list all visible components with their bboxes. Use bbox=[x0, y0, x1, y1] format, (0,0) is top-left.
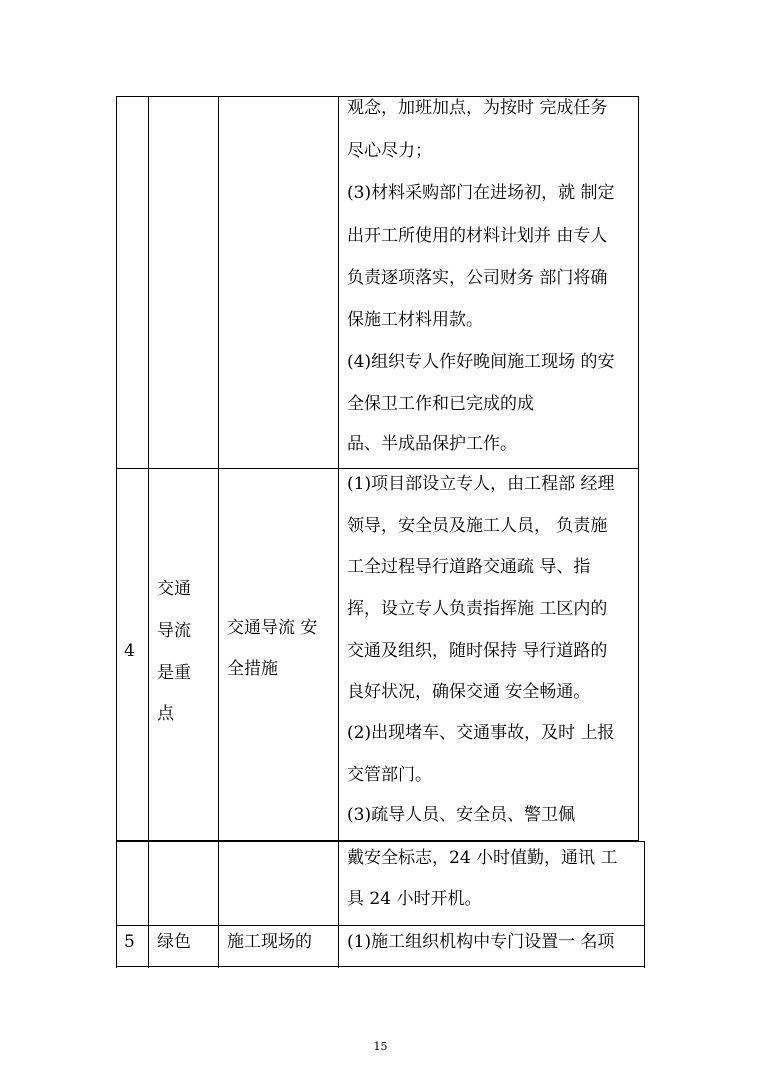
row-5-item: 施工现场的 bbox=[227, 932, 312, 952]
table-border-bottom bbox=[116, 966, 645, 967]
measure-line: (3)疏导人员、安全员、警卫佩 bbox=[347, 805, 576, 825]
row-separator bbox=[116, 925, 645, 926]
measure-line: (3)材料采购部门在进场初，就 制定 bbox=[347, 183, 615, 203]
measure-line: (1)项目部设立专人，由工程部 经理 bbox=[347, 474, 615, 494]
measure-line: 交管部门。 bbox=[347, 765, 432, 785]
measure-line: 具 24 小时开机。 bbox=[347, 889, 482, 909]
table-border-right bbox=[644, 841, 645, 968]
row-4-measures bbox=[339, 468, 638, 840]
measure-line: 出开工所使用的材料计划并 由专人 bbox=[347, 226, 608, 246]
table-border-left bbox=[116, 841, 117, 968]
row-5-category: 绿色 bbox=[157, 932, 191, 952]
row-4-item bbox=[219, 468, 338, 840]
measure-line: 观念，加班加点，为按时 完成任务 bbox=[347, 98, 608, 118]
table-divider-2 bbox=[218, 841, 219, 968]
table-divider-1 bbox=[148, 841, 149, 968]
continuation-measures bbox=[339, 96, 638, 468]
measure-line: 尽心尽力； bbox=[347, 141, 432, 161]
row-4-category bbox=[149, 468, 218, 840]
category-line: 导流 bbox=[157, 621, 191, 641]
measure-line: 负责逐项落实，公司财务 部门将确 bbox=[347, 268, 608, 288]
measure-line: 戴安全标志，24 小时值勤，通讯 工 bbox=[347, 848, 618, 868]
row-4-cont-measures bbox=[339, 841, 644, 925]
measure-line: 品、半成品保护工作。 bbox=[347, 434, 517, 454]
measures-table-upper bbox=[116, 96, 645, 841]
measure-line: 挥，设立专人负责指挥施 工区内的 bbox=[347, 599, 608, 619]
measure-line: (2)出现堵车、交通事故，及时 上报 bbox=[347, 723, 615, 743]
measure-line: 交通及组织，随时保持 导行道路的 bbox=[347, 641, 608, 661]
row-5-number: 5 bbox=[124, 932, 135, 952]
category-line: 点 bbox=[157, 704, 174, 724]
measure-line: 领导，安全员及施工人员， 负责施 bbox=[347, 516, 608, 536]
row-4-number: 4 bbox=[124, 641, 135, 661]
measure-line: 全保卫工作和已完成的成 bbox=[347, 394, 534, 414]
measures-table-lower bbox=[116, 841, 645, 968]
page-number: 15 bbox=[373, 1040, 388, 1053]
measure-line: 工全过程导行道路交通疏 导、指 bbox=[347, 557, 591, 577]
item-line: 全措施 bbox=[227, 659, 278, 679]
measure-line: 保施工材料用款。 bbox=[347, 310, 483, 330]
item-line: 交通导流 安 bbox=[227, 618, 318, 638]
measure-line: (4)组织专人作好晚间施工现场 的安 bbox=[347, 352, 615, 372]
category-line: 是重 bbox=[157, 663, 191, 683]
row-5-measure: (1)施工组织机构中专门设置一 名项 bbox=[347, 932, 615, 952]
category-line: 交通 bbox=[157, 579, 191, 599]
measure-line: 良好状况，确保交通 安全畅通。 bbox=[347, 682, 591, 702]
